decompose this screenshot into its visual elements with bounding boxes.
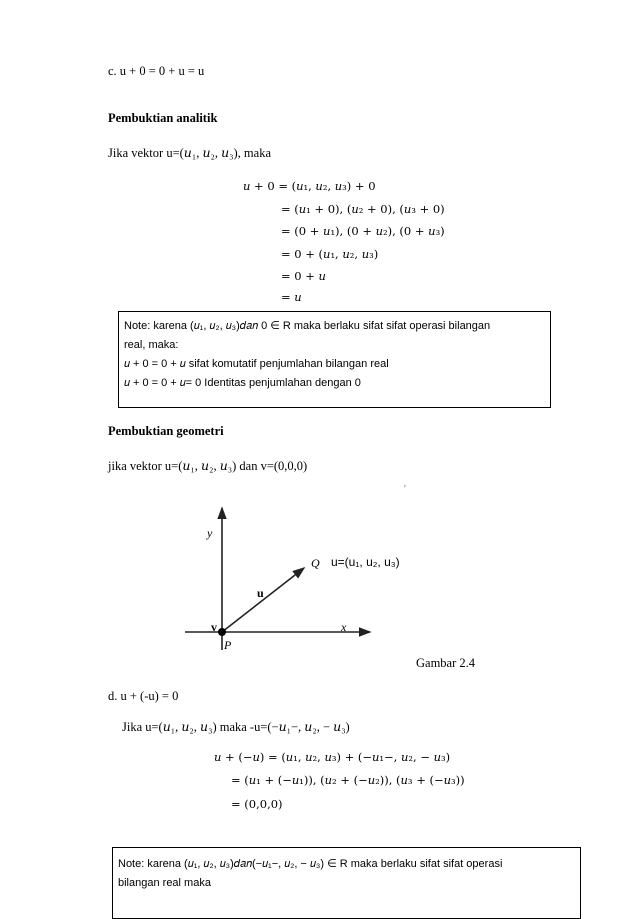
vector-figure [180, 505, 600, 665]
note-line-1: Note: karena (𝑢₁, 𝑢₂, 𝑢₃)𝑑𝑎𝑛 0 ∈ R maka berlaku sifat sifat operasi bilangan [124, 320, 491, 332]
equation-d-line-2: = (𝑢₁ + (−𝑢₁)), (𝑢₂ + (−𝑢₂)), (𝑢₃ + (−𝑢₃)) [231, 773, 465, 787]
equation-line-2: = (𝑢₁ + 0), (𝑢₂ + 0), (𝑢₃ + 0) [281, 202, 445, 216]
geometric-proof-title: Pembuktian geometri [108, 424, 224, 438]
vector-v-label: v [211, 620, 217, 634]
note-d-line-2: bilangan real maka [118, 877, 211, 889]
equation-line-4: = 0 + (𝑢₁, 𝑢₂, 𝑢₃) [281, 247, 379, 261]
note-d-line-1: Note: karena (𝑢₁, 𝑢₂, 𝑢₃)𝑑𝑎𝑛(−𝑢₁−, 𝑢₂, − 𝑢₃) ∈ R maka berlaku sifat sifat operasi [118, 858, 503, 870]
equation-d-line-3: = (0,0,0) [231, 797, 283, 811]
note-box-d [112, 847, 581, 919]
note-box-c [118, 311, 551, 408]
equation-line-1: 𝑢 + 0 = (𝑢₁, 𝑢₂, 𝑢₃) + 0 [243, 179, 376, 193]
equation-line-6: = 𝑢 [281, 290, 302, 304]
point-p [218, 628, 226, 636]
analytic-proof-title: Pembuktian analitik [108, 111, 218, 125]
vector-u-label: u [257, 586, 264, 600]
stray-dot: ' [404, 484, 406, 495]
point-p-label: P [224, 638, 232, 652]
note-line-2: real, maka: [124, 339, 179, 351]
point-q-label: Q [311, 556, 320, 570]
y-axis-label: y [207, 526, 213, 540]
equation-d-line-1: 𝑢 + (−𝑢) = (𝑢₁, 𝑢₂, 𝑢₃) + (−𝑢₁−, 𝑢₂, − 𝑢₃) [214, 750, 451, 764]
section-d-intro: Jika u=(𝑢₁, 𝑢₂, 𝑢₃) maka -u=(−𝑢₁−, 𝑢₂, − 𝑢₃) [122, 720, 350, 734]
note-line-3: 𝑢 + 0 = 0 + 𝑢 sifat komutatif penjumlahan bilangan real [124, 358, 389, 370]
geometric-intro: jika vektor u=(𝑢₁, 𝑢₂, 𝑢₃) dan v=(0,0,0) [108, 459, 308, 473]
analytic-intro: Jika vektor u=(𝑢₁, 𝑢₂, 𝑢₃), maka [108, 146, 271, 160]
x-axis-label: x [341, 620, 347, 634]
note-line-4: 𝑢 + 0 = 0 + 𝑢= 0 Identitas penjumlahan dengan 0 [124, 377, 361, 389]
equation-line-3: = (0 + 𝑢₁), (0 + 𝑢₂), (0 + 𝑢₃) [281, 224, 445, 238]
section-d-heading: d. u + (-u) = 0 [108, 689, 179, 703]
equation-line-5: = 0 + 𝑢 [281, 269, 326, 283]
u-components-label: u=(u₁, u₂, u₃) [331, 555, 400, 569]
figure-caption: Gambar 2.4 [416, 656, 476, 670]
section-c-heading: c. u + 0 = 0 + u = u [108, 64, 205, 78]
